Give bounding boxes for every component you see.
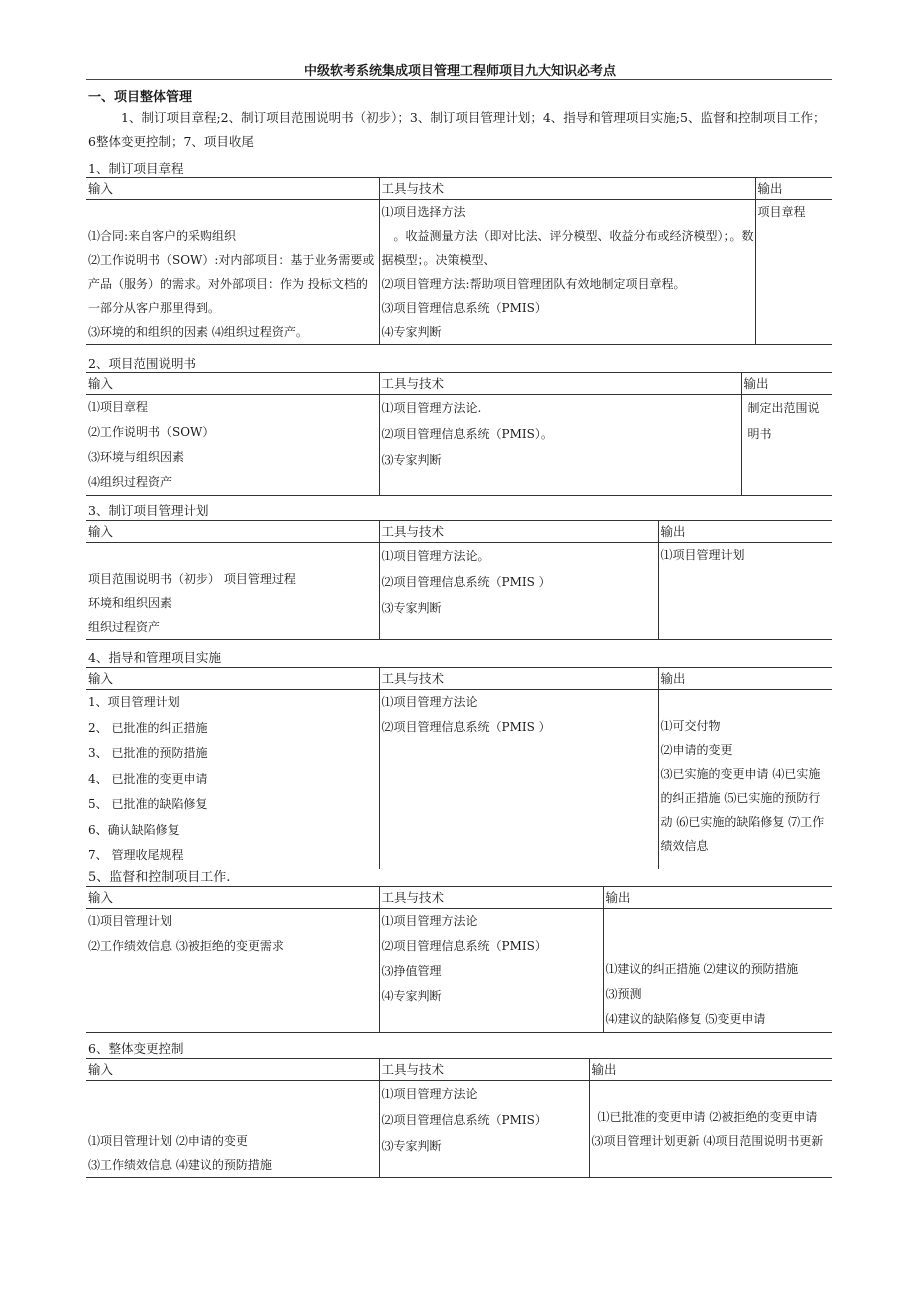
output-header: 输出 <box>589 1059 832 1081</box>
input-item: 3、 已批准的预防措施 <box>88 746 208 760</box>
intro-paragraph: 1、制订项目章程;2、制订项目范围说明书（初步）；3、制订项目管理计划；4、指导和管理项目实施;5、监督和控制项目工作；6整体变更控制；7、项目收尾 <box>88 110 826 149</box>
output-cell <box>755 200 832 345</box>
tools-item: ⑴项目管理方法论 <box>381 695 478 709</box>
section-3-title: 3、制订项目管理计划 <box>88 503 209 518</box>
input-cell <box>86 690 379 869</box>
output-header: 输出 <box>755 178 832 200</box>
input-header: 输入 <box>86 887 379 909</box>
input-item: ⑵工作说明书（SOW） <box>88 425 215 439</box>
output-cell <box>603 909 832 1033</box>
section-6-title: 6、整体变更控制 <box>88 1041 184 1056</box>
tools-header: 工具与技术 <box>379 887 603 909</box>
tools-cell <box>379 1081 589 1178</box>
input-header: 输入 <box>86 373 379 395</box>
output-item: ⑷建议的缺陷修复 ⑸变更申请 <box>605 1012 766 1026</box>
output-item: ⑴项目管理计划 <box>660 548 745 562</box>
tools-item: ⑶项目管理信息系统（PMIS） <box>381 301 547 315</box>
tools-item: ⑶专家判断 <box>381 601 442 615</box>
tools-item: ⑴项目管理方法论 <box>381 914 478 928</box>
tools-item: ⑶专家判断 <box>381 453 442 467</box>
input-item: ⑶环境与组织因素 <box>88 450 185 464</box>
tools-item: ⑴项目管理方法论。 <box>381 549 490 563</box>
section-4-title: 4、指导和管理项目实施 <box>88 650 221 665</box>
output-cell <box>658 543 832 640</box>
section-2-title: 2、项目范围说明书 <box>88 356 196 371</box>
tools-item: ⑵项目管理信息系统（PMIS ） <box>381 720 551 734</box>
input-item: 环境和组织因素 <box>88 596 173 610</box>
input-item: 6、确认缺陷修复 <box>88 822 180 837</box>
tools-item: ⑵项目管理信息系统（PMIS） <box>381 1113 547 1127</box>
tools-item: ⑵项目管理信息系统（PMIS） <box>381 939 547 953</box>
input-item: 4、 已批准的变更申请 <box>88 771 208 786</box>
section-2-table <box>86 372 832 496</box>
tools-header: 工具与技术 <box>379 521 658 543</box>
output-item: ⑴建议的纠正措施 ⑵建议的预防措施 <box>605 962 798 976</box>
page-title: 中级软考系统集成项目管理工程师项目九大知识必考点 <box>303 64 616 79</box>
output-item: ⑶预测 <box>605 987 642 1001</box>
section-1-table <box>86 177 832 345</box>
output-header: 输出 <box>658 668 832 690</box>
output-header: 输出 <box>658 521 832 543</box>
input-item: ⑴项目章程 <box>88 400 149 414</box>
input-cell <box>86 395 379 496</box>
tools-item: ⑵项目管理方法:帮助项目管理团队有效地制定项目章程。 <box>381 277 686 291</box>
tools-header: 工具与技术 <box>379 373 741 395</box>
section-1-title: 1、制订项目章程 <box>88 161 184 176</box>
tools-item: 。收益测量方法（即对比法、评分模型、收益分布或经济模型）；。数据模型；。决策模型、 <box>381 229 754 267</box>
tools-item: ⑶挣值管理 <box>381 964 442 978</box>
input-item: 7、 管理收尾规程 <box>88 848 184 862</box>
tools-item: ⑷专家判断 <box>381 325 442 339</box>
tools-item: ⑶专家判断 <box>381 1139 442 1153</box>
output-header: 输出 <box>603 887 832 909</box>
input-header: 输入 <box>86 521 379 543</box>
tools-cell <box>379 395 741 496</box>
input-cell <box>86 909 379 1033</box>
input-header: 输入 <box>86 1059 379 1081</box>
input-item: 组织过程资产 <box>88 620 161 634</box>
output-cell <box>741 395 832 496</box>
input-cell <box>86 543 379 640</box>
input-item: ⑶工作绩效信息 ⑷建议的预防措施 <box>88 1158 272 1172</box>
tools-item: ⑴项目选择方法 <box>381 205 466 219</box>
input-header: 输入 <box>86 668 379 690</box>
output-cell <box>658 690 832 869</box>
output-item: ⑶已实施的变更申请 ⑷已实施的纠正措施 ⑸已实施的预防行动 ⑹已实施的缺陷修复 ⑺工作绩效信息 <box>660 767 825 853</box>
input-header: 输入 <box>86 178 379 200</box>
tools-cell <box>379 543 658 640</box>
tools-header: 工具与技术 <box>379 1059 589 1081</box>
tools-header: 工具与技术 <box>379 668 658 690</box>
input-item: ⑵工作说明书（SOW）:对内部项目：基于业务需要或产品（服务）的需求。对外部项目：作为 投标文档的一部分从客户那里得到。 <box>88 253 375 315</box>
tools-item: ⑴项目管理方法论 <box>381 1087 478 1101</box>
tools-header: 工具与技术 <box>379 178 755 200</box>
output-item: 项目章程 <box>757 205 806 219</box>
tools-item: ⑴项目管理方法论. <box>381 401 482 415</box>
tools-cell <box>379 690 658 869</box>
output-item: ⑴可交付物 <box>660 719 721 733</box>
input-item: ⑶环境的和组织的因素 ⑷组织过程资产。 <box>88 325 308 339</box>
input-item: ⑴项目管理计划 ⑵申请的变更 <box>88 1134 248 1148</box>
tools-cell <box>379 200 755 345</box>
input-item: 5、 已批准的缺陷修复 <box>88 797 208 811</box>
input-item: ⑴合同:来自客户的采购组织 <box>88 229 237 243</box>
section-5-title: 5、监督和控制项目工作. <box>88 870 231 885</box>
output-cell <box>589 1081 832 1178</box>
input-item: ⑵工作绩效信息 ⑶被拒绝的变更需求 <box>88 939 284 953</box>
title-divider <box>86 79 832 80</box>
input-item: ⑴项目管理计划 <box>88 914 173 928</box>
section-5-table <box>86 886 832 1033</box>
tools-item: ⑵项目管理信息系统（PMIS ） <box>381 575 551 589</box>
tools-cell <box>379 909 603 1033</box>
input-item: 项目范围说明书（初步） 项目管理过程 <box>88 572 296 586</box>
output-item: ⑵申请的变更 <box>660 743 733 757</box>
tools-item: ⑵项目管理信息系统（PMIS）。 <box>381 427 553 441</box>
input-cell <box>86 200 379 345</box>
output-header: 输出 <box>741 373 832 395</box>
output-item: ⑴已批准的变更申请 ⑵被拒绝的变更申请 ⑶项目管理计划更新 ⑷项目范围说明书更新 <box>591 1110 824 1148</box>
section-3-table <box>86 520 832 640</box>
section-heading: 一、项目整体管理 <box>88 90 193 105</box>
input-cell <box>86 1081 379 1178</box>
input-item: 2、 已批准的纠正措施 <box>88 720 208 735</box>
tools-item: ⑷专家判断 <box>381 989 442 1003</box>
section-4-table <box>86 667 832 869</box>
input-item: 1、项目管理计划 <box>88 695 180 709</box>
section-6-table <box>86 1058 832 1178</box>
input-item: ⑷组织过程资产 <box>88 475 173 489</box>
output-item: 制定出范围说明书 <box>747 401 820 441</box>
